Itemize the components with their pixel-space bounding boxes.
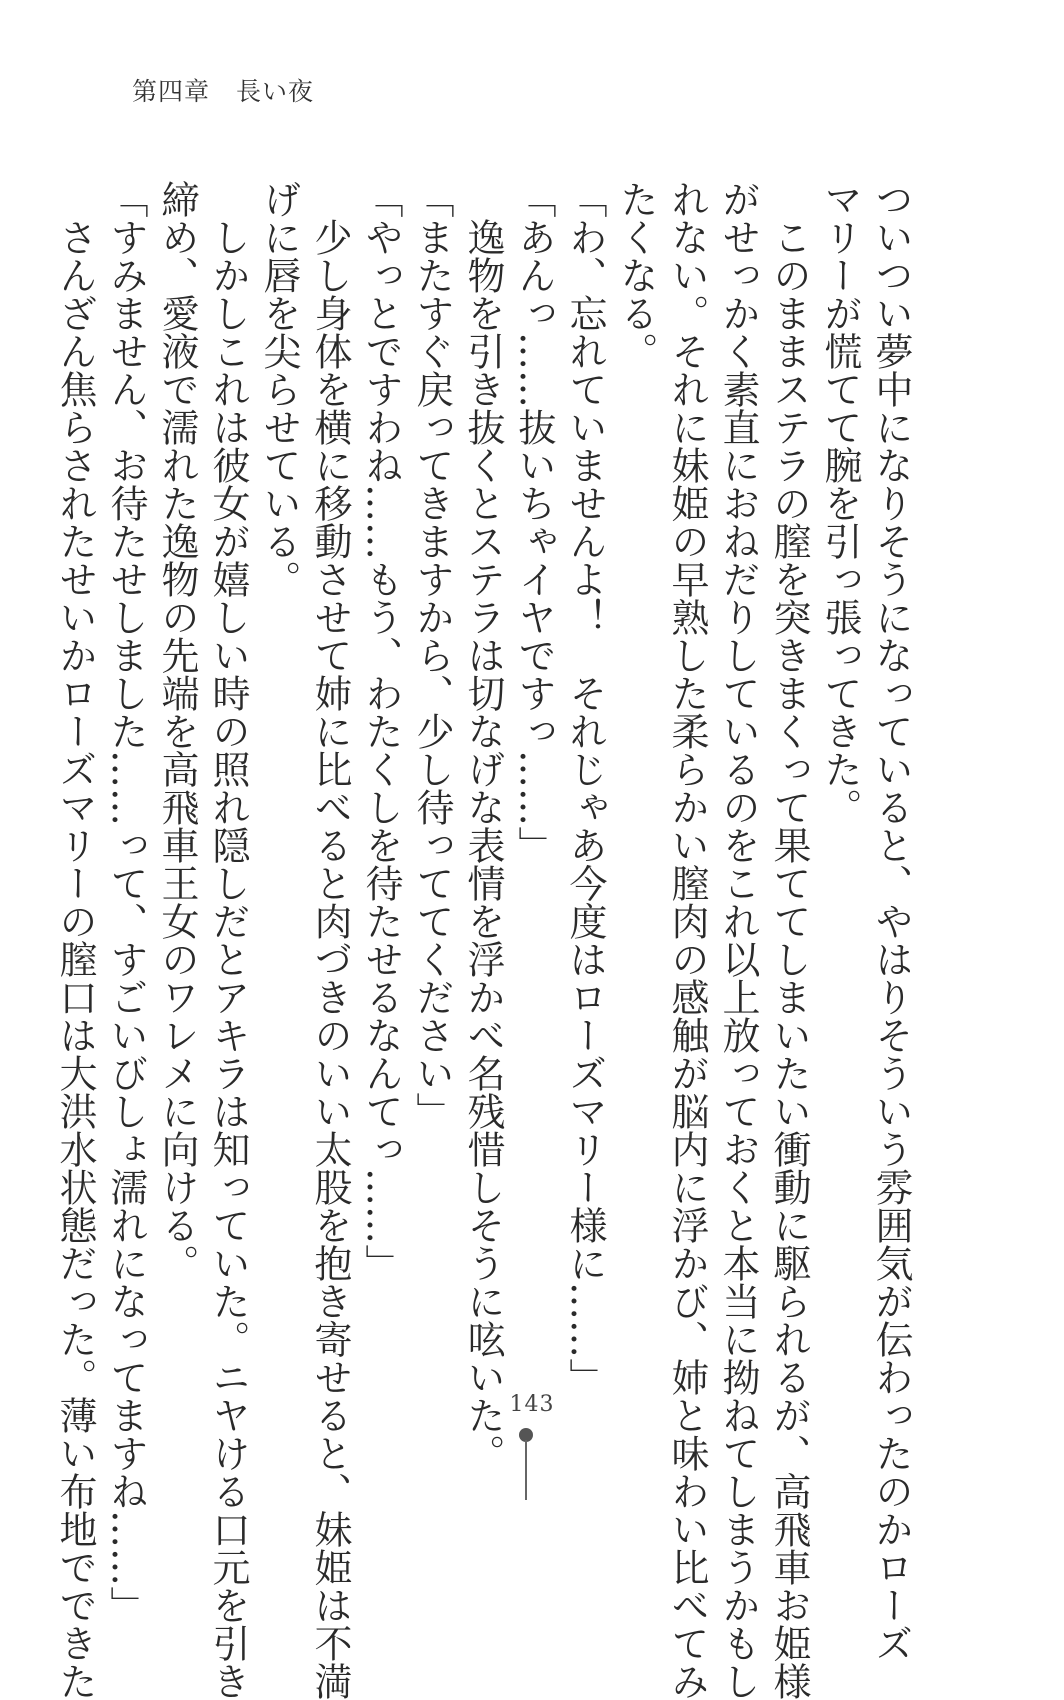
page-number: 143: [509, 1392, 555, 1417]
text-line: このままステラの膣を突きまくって果ててしまいたい衝動に駆られるが、高飛車お姫様: [767, 180, 811, 1700]
text-line: 「またすぐ戻ってきますから、少し待っててください」: [410, 180, 454, 1130]
text-line: しかしこれは彼女が嬉しい時の照れ隠しだとアキラは知っていた。ニヤける口元を引き: [206, 180, 250, 1700]
text-line: 締め、愛液で濡れた逸物の先端を高飛車王女のワレメに向ける。: [155, 180, 199, 1282]
running-head: 第四章 長い夜: [132, 77, 315, 106]
text-line: 少し身体を横に移動させて姉に比べると肉づきのいい太股を抱き寄せると、妹姫は不満: [308, 180, 352, 1700]
text-line: 「やっとですわね……もう、わたくしを待たせるなんてっ……」: [359, 180, 403, 1282]
text-line: たくなる。: [614, 180, 658, 370]
text-line: れない。それに妹姫の早熟した柔らかい膣肉の感触が脳内に浮かび、姉と味わい比べてみ: [665, 180, 709, 1700]
text-line: 「わ、忘れていませんよ！ それじゃあ今度はローズマリー様に……」: [563, 180, 607, 1396]
text-line: 逸物を引き抜くとステラは切なげな表情を浮かべ名残惜しそうに呟いた。: [461, 180, 505, 1472]
text-line: げに唇を尖らせている。: [257, 180, 301, 598]
text-line: マリーが慌てて腕を引っ張ってきた。: [818, 180, 862, 826]
text-line: 「すみません、お待たせしました……って、すごいびしょ濡れになってますね……」: [104, 180, 148, 1624]
text-line: さんざん焦らされたせいかローズマリーの膣口は大洪水状態だった。薄い布地でできた: [53, 180, 97, 1700]
text-line: 「あんっ……抜いちゃイヤですっ……」: [512, 180, 556, 864]
text-line: がせっかく素直におねだりしているのをこれ以上放っておくと本当に拗ねてしまうかもし: [716, 180, 760, 1700]
text-line: ついつい夢中になりそうになっていると、やはりそういう雰囲気が伝わったのかローズ: [869, 180, 913, 1662]
page-marker-line: [525, 1440, 527, 1500]
